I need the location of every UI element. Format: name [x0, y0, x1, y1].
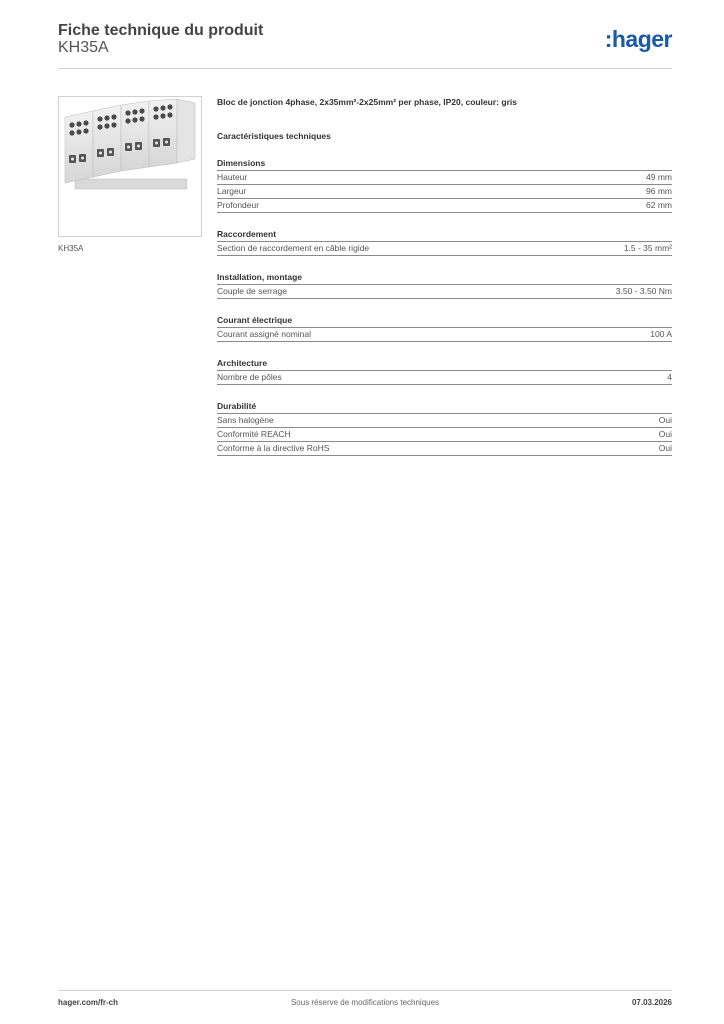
footer-date: 07.03.2026 [631, 998, 672, 1007]
spec-row [217, 414, 672, 428]
section-title: Architecture [217, 357, 672, 371]
section-title: Durabilité [217, 400, 672, 414]
spec-label: Hauteur [217, 172, 248, 182]
spec-row [217, 442, 672, 456]
spec-row [217, 371, 672, 385]
spec-value: 4 [667, 372, 672, 382]
page-title: Fiche technique du produit [58, 22, 264, 39]
spec-row [217, 328, 672, 342]
spec-label: Largeur [217, 186, 247, 196]
spec-label: Nombre de pôles [217, 372, 282, 382]
section-title: Installation, montage [217, 271, 672, 285]
section-architecture [217, 357, 672, 385]
spec-value: Oui [658, 415, 672, 425]
spec-row [217, 285, 672, 299]
footer-website-link[interactable]: hager.com/fr-ch [58, 998, 119, 1007]
spec-label: Section de raccordement en câble rigide [217, 243, 370, 253]
spec-value: 96 mm [646, 186, 672, 196]
characteristics-title: Caractéristiques techniques [217, 131, 331, 141]
section-durabilite [217, 400, 672, 456]
spec-label: Conforme à la directive RoHS [217, 443, 330, 453]
spec-row [217, 171, 672, 185]
section-installation [217, 271, 672, 299]
page-header [58, 22, 672, 70]
section-title: Raccordement [217, 228, 672, 242]
image-caption: KH35A [58, 244, 84, 253]
section-courant [217, 314, 672, 342]
spec-value: Oui [658, 443, 672, 453]
footer-notice: Sous réserve de modifications techniques [290, 998, 440, 1007]
spec-value: 1.5 - 35 mm² [623, 243, 672, 253]
spec-label: Sans halogène [217, 415, 274, 425]
spec-label: Couple de serrage [217, 286, 287, 296]
hager-logo[interactable]: :hager [604, 26, 672, 52]
spec-value: 3.50 - 3.50 Nm [615, 286, 672, 296]
spec-row [217, 242, 672, 256]
section-title: Courant électrique [217, 314, 672, 328]
spec-label: Courant assigné nominal [217, 329, 312, 339]
product-code: KH35A [58, 39, 109, 56]
product-details [217, 96, 672, 456]
footer-divider [58, 990, 672, 991]
spec-value: 49 mm [646, 172, 672, 182]
spec-value: Oui [658, 429, 672, 439]
section-dimensions [217, 157, 672, 213]
spec-row [217, 185, 672, 199]
section-raccordement [217, 228, 672, 256]
header-divider [58, 68, 672, 69]
spec-label: Conformité REACH [217, 429, 291, 439]
product-description: Bloc de jonction 4phase, 2x35mm²-2x25mm² per phase, IP20, couleur: gris [217, 97, 517, 107]
spec-value: 62 mm [646, 200, 672, 210]
spec-row [217, 428, 672, 442]
spec-row [217, 199, 672, 213]
spec-value: 100 A [650, 329, 672, 339]
terminal-block-picture [59, 97, 201, 236]
spec-label: Profondeur [217, 200, 260, 210]
section-title: Dimensions [217, 157, 672, 171]
product-image [58, 96, 202, 237]
